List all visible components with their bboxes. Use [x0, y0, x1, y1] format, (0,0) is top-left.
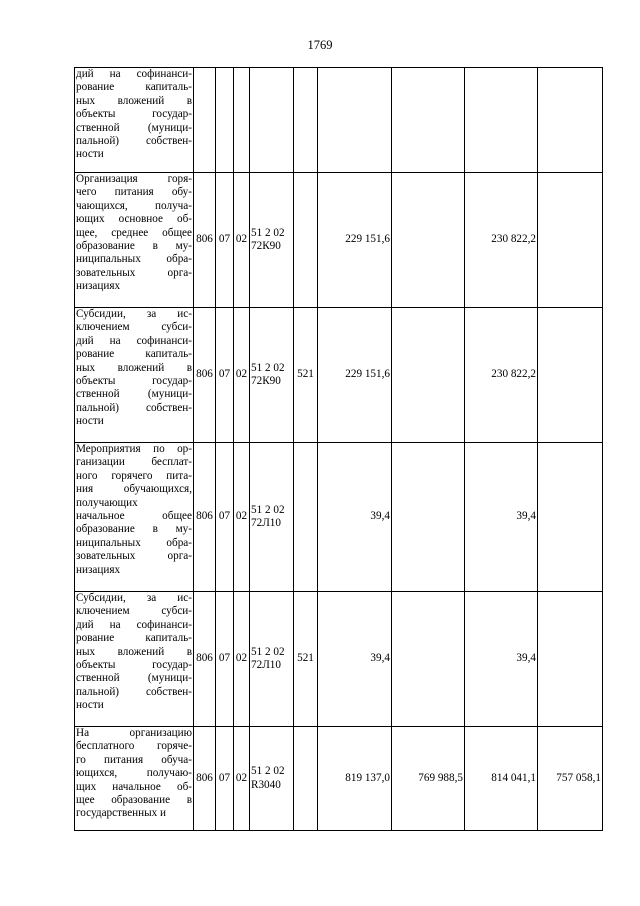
description-line: ющих основное об-	[76, 213, 192, 226]
description-line: образование в му-	[76, 240, 192, 253]
description-line: объекты государ-	[76, 375, 192, 388]
subsection-code: 02	[234, 308, 250, 443]
target-article-code: 51 2 02 R3040	[250, 727, 294, 831]
expense-type-code	[294, 727, 318, 831]
amount-4: 757 058,1	[538, 727, 603, 831]
description-line: На организацию	[76, 727, 192, 739]
description-line: ключением субси-	[76, 605, 192, 618]
description-line: ственной (муници-	[76, 388, 192, 401]
row-description	[75, 592, 194, 727]
section-code: 07	[216, 592, 234, 727]
description-line: ниципальных обра-	[76, 253, 192, 266]
description-line: ности	[76, 699, 104, 712]
description-line: низациях	[76, 563, 121, 576]
ministry-code	[194, 68, 216, 173]
description-line: дий на софинанси-	[76, 68, 192, 80]
expense-type-code: 521	[294, 592, 318, 727]
description-line: Мероприятия по ор-	[76, 443, 192, 455]
description-line: щее, среднее общее	[76, 226, 192, 239]
amount-3: 39,4	[465, 592, 538, 727]
description-line: ственной (муници-	[76, 672, 192, 685]
description-line: государственных и	[76, 807, 167, 820]
subsection-code: 02	[234, 592, 250, 727]
description-line: чего питания обу-	[76, 186, 192, 199]
amount-2	[392, 173, 465, 308]
amount-1: 229 151,6	[318, 173, 392, 308]
description-line: го питания обуча-	[76, 753, 192, 766]
amount-3: 230 822,2	[465, 308, 538, 443]
amount-4	[538, 173, 603, 308]
row-description	[75, 727, 194, 831]
row-description	[75, 443, 194, 592]
expense-type-code: 521	[294, 308, 318, 443]
description-line: пальной) собствен-	[76, 401, 192, 414]
description-line: Организация горя-	[76, 173, 192, 185]
amount-4	[538, 443, 603, 592]
amount-1: 819 137,0	[318, 727, 392, 831]
description-line: дий на софинанси-	[76, 618, 192, 631]
amount-3	[465, 68, 538, 173]
table-row	[75, 443, 603, 592]
amount-1: 39,4	[318, 592, 392, 727]
table-row	[75, 592, 603, 727]
description-line: ных вложений в	[76, 94, 192, 107]
expense-type-code	[294, 68, 318, 173]
table-row	[75, 727, 603, 831]
description-line: дий на софинанси-	[76, 334, 192, 347]
description-line: пальной) собствен-	[76, 135, 192, 148]
amount-2	[392, 308, 465, 443]
amount-4	[538, 592, 603, 727]
description-line: ных вложений в	[76, 361, 192, 374]
section-code	[216, 68, 234, 173]
subsection-code: 02	[234, 727, 250, 831]
row-description	[75, 308, 194, 443]
amount-1	[318, 68, 392, 173]
description-line: пальной) собствен-	[76, 685, 192, 698]
ministry-code: 806	[194, 443, 216, 592]
description-line: ганизации бесплат-	[76, 456, 192, 469]
amount-1: 39,4	[318, 443, 392, 592]
target-article-code: 51 2 02 72К90	[250, 308, 294, 443]
ministry-code: 806	[194, 727, 216, 831]
description-line: чающихся, получа-	[76, 199, 192, 212]
section-code: 07	[216, 308, 234, 443]
subsection-code: 02	[234, 173, 250, 308]
amount-2	[392, 68, 465, 173]
budget-table	[74, 67, 603, 831]
amount-2	[392, 443, 465, 592]
description-line: рование капиталь-	[76, 348, 192, 361]
target-article-code: 51 2 02 72Л10	[250, 592, 294, 727]
description-line: получающих	[76, 496, 138, 509]
description-line: ния обучающихся,	[76, 483, 192, 496]
amount-4	[538, 308, 603, 443]
description-line: начальное общее	[76, 510, 192, 523]
description-line: рование капиталь-	[76, 81, 192, 94]
row-description	[75, 173, 194, 308]
description-line: Субсидии, за ис-	[76, 308, 192, 320]
section-code: 07	[216, 727, 234, 831]
amount-2	[392, 592, 465, 727]
description-line: ющихся, получаю-	[76, 767, 192, 780]
table-row	[75, 68, 603, 173]
amount-1: 229 151,6	[318, 308, 392, 443]
ministry-code: 806	[194, 592, 216, 727]
description-line: щее образование в	[76, 794, 192, 807]
description-line: объекты государ-	[76, 659, 192, 672]
amount-3: 230 822,2	[465, 173, 538, 308]
description-line: объекты государ-	[76, 108, 192, 121]
description-line: низациях	[76, 280, 121, 293]
description-line: рование капиталь-	[76, 632, 192, 645]
amount-3: 814 041,1	[465, 727, 538, 831]
description-line: ного горячего пита-	[76, 469, 192, 482]
description-line: бесплатного горяче-	[76, 740, 192, 753]
target-article-code: 51 2 02 72К90	[250, 173, 294, 308]
description-line: ных вложений в	[76, 645, 192, 658]
expense-type-code	[294, 443, 318, 592]
table-row	[75, 173, 603, 308]
target-article-code: 51 2 02 72Л10	[250, 443, 294, 592]
row-description	[75, 68, 194, 173]
target-article-code	[250, 68, 294, 173]
page-number: 1769	[307, 38, 333, 52]
description-line: образование в му-	[76, 523, 192, 536]
amount-4	[538, 68, 603, 173]
table-row	[75, 308, 603, 443]
section-code: 07	[216, 443, 234, 592]
subsection-code	[234, 68, 250, 173]
table-body	[75, 68, 603, 831]
description-line: Субсидии, за ис-	[76, 592, 192, 604]
description-line: зовательных орга-	[76, 266, 192, 279]
description-line: ниципальных обра-	[76, 536, 192, 549]
description-line: ности	[76, 415, 104, 428]
description-line: ности	[76, 148, 104, 161]
ministry-code: 806	[194, 173, 216, 308]
description-line: щих начальное об-	[76, 780, 192, 793]
subsection-code: 02	[234, 443, 250, 592]
description-line: зовательных орга-	[76, 550, 192, 563]
amount-2: 769 988,5	[392, 727, 465, 831]
section-code: 07	[216, 173, 234, 308]
description-line: ключением субси-	[76, 321, 192, 334]
amount-3: 39,4	[465, 443, 538, 592]
expense-type-code	[294, 173, 318, 308]
description-line: ственной (муници-	[76, 121, 192, 134]
ministry-code: 806	[194, 308, 216, 443]
